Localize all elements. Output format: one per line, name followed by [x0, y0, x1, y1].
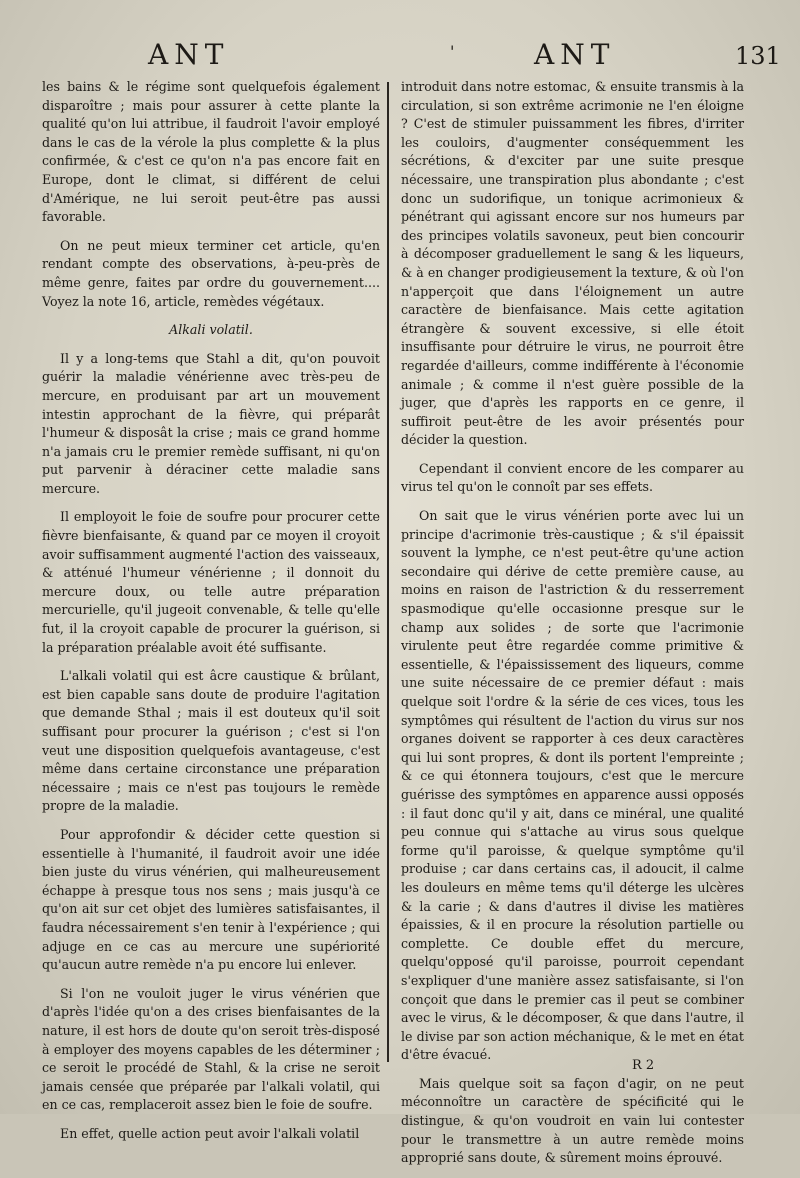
paragraph: En effet, quelle action peut avoir l'alkali volatil: [60, 1125, 360, 1141]
right-column: [401, 78, 744, 1178]
header-ornament: ': [450, 42, 455, 61]
paragraph: Cependant il convient encore de les comparer au virus tel qu'on le connoît par ses effets.: [401, 460, 744, 495]
running-header: [0, 38, 800, 78]
paragraph: Mais quelque soit sa façon d'agir, on ne peut méconnoître un caractère de spécificité qui le distingue, & qu'on voudroit en vain lui contester pour le transmettre à un autre remède moins approprié sans doute, & sûrement moins éprouvé.: [401, 1075, 744, 1166]
paragraph: On ne peut mieux terminer cet article, qu'en rendant compte des observations, à-peu-près de même genre, faites par ordre du gouvernement.... Voyez la note 16, article, remèdes végétaux.: [42, 237, 380, 309]
right-running-head: ANT: [534, 38, 616, 71]
paragraph: Il y a long-tems que Stahl a dit, qu'on pouvoit guérir la maladie vénérienne avec très-peu de mercure, en produisant par art un mouvement intestin approchant de la fièvre, qui préparât l'humeur & disposât la crise ; mais ce grand homme n'a jamais cru le premier remède suffisant, ni qu'on put parvenir à déraciner cette maladie sans mercure.: [42, 350, 380, 496]
paragraph: les bains & le régime sont quelquefois également disparoître ; mais pour assurer à cette plante la qualité qu'on lui attribue, il faudroit l'avoir employé dans le cas de la vérole la plus complette & la plus confirmée, & c'est ce qu'on n'a pas encore fait en Europe, dont le climat, si différent de celui d'Amérique, ne lui seroit peut-être pas aussi favorable.: [42, 79, 380, 225]
paragraph: introduit dans notre estomac, & ensuite transmis à la circulation, si son extrême acrimonie ne l'en éloigne ? C'est de stimuler puissamment les fibres, d'irriter les couloirs, d'augmenter conséquemment les sécrétions, & d'exciter par une suite presque nécessaire, une transpiration plus abondante ; c'est donc un sudorifique, un tonique acrimonieux & pénétrant qui agissant encore sur nos humeurs par des principes volatils savoneux, peut bien concourir à décomposer graduellement le sang & les liqueurs, & à en changer prodigieusement la texture, & où l'on n'apperçoit que dans l'éloignement un autre caractère de bienfaisance. Mais cette agitation étrangère & souvent excessive, si elle étoit insuffisante pour détruire le virus, ne pourroit être regardée d'ailleurs, comme indifférente à l'économie animale ; & comme il n'est guère possible de la juger, que d'après les rapports en ce genre, il suffiroit peut-être de les avoir présentés pour décider la question.: [401, 79, 744, 448]
page-number: 131: [735, 42, 781, 70]
section-subheading: Alkali volatil.: [169, 322, 253, 338]
paragraph: L'alkali volatil qui est âcre caustique & brûlant, est bien capable sans doute de produire l'agitation que demande Sthal ; mais il est douteux qu'il soit suffisant pour procurer la guérison ; c'est si l'on veut une disposition quelquefois avantageuse, c'est même dans certaine circonstance une préparation nécessaire ; mais ce n'est pas toujours le remède propre de la maladie.: [42, 668, 380, 814]
paragraph: On sait que le virus vénérien porte avec lui un principe d'acrimonie très-caustique ; & s'il épaissit souvent la lymphe, ce n'est peut-être qu'une action secondaire qui dérive de cette première cause, au moins en raison de l'astriction & du resserrement spasmodique qu'elle occasionne presque sur le champ aux solides ; de sorte que l'acrimonie virulente peut être regardée comme primitive & essentielle, & l'épaississement des liqueurs, comme une suite nécessaire de ce premier défaut : mais quelque soit l'ordre & la série de ces vices, tous les symptômes qui résultent de l'action du virus sur nos organes doivent se rapporter à ces deux caractères qui lui sont propres, & dont ils portent l'empreinte ; & ce qui étonnera toujours, c'est que le mercure guérisse des symptômes en apparence aussi opposés : il faut donc qu'il y ait, dans ce minéral, une qualité peu connue qui s'attache au virus sous quelque forme qu'il paroisse, & quelque symptôme qu'il produise ; car dans certains cas, il adoucit, il calme les douleurs en même tems qu'il déterge les ulcères & la carie ; & dans d'autres il divise les matières épaissies, & il en procure la résolution partielle ou complette. Ce double effet du mercure, quelqu'opposé qu'il paroisse, pourroit cependant s'expliquer d'une manière assez satisfaisante, si l'on conçoit que dans le premier cas il peut se combiner avec le virus, & le décomposer, & que dans l'autre, il le divise par son action méchanique, & le met en état d'être évacué.: [401, 508, 744, 1063]
signature-mark: R 2: [632, 1058, 655, 1073]
paragraph: Si l'on ne vouloit juger le virus vénérien que d'après l'idée qu'on a des crises bienfaisantes de la nature, il est hors de doute qu'on seroit très-disposé à employer des moyens capables de les déterminer ; ce seroit le procédé de Stahl, & la crise ne seroit jamais censée que préparée par l'alkali volatil, qui en ce cas, remplaceroit assez bien le foie de soufre.: [42, 985, 380, 1113]
paragraph: Il employoit le foie de soufre pour procurer cette fièvre bienfaisante, & quand par ce moyen il croyoit avoir suffisamment augmenté l'action des vaisseaux, & atténué l'humeur vénérienne ; il donnoit du mercure doux, ou telle autre préparation mercurielle, qu'il jugeoit convenable, & telle qu'elle fut, il la croyoit capable de procurer la guérison, si la préparation préalable avoit été suffisante.: [42, 509, 380, 655]
column-divider: [387, 82, 389, 1062]
paragraph: Pour approfondir & décider cette question si essentielle à l'humanité, il faudroit avoir une idée bien juste du virus vénérien, qui malheureusement échappe à presque tous nos sens ; mais jusqu'à ce qu'on ait sur cet objet des lumières satisfaisantes, il faudra nécessairement s'en tenir à l'expérience ; qui adjuge en ce cas au mercure une supériorité qu'aucun autre remède n'a pu encore lui enlever.: [42, 826, 380, 973]
left-running-head: ANT: [148, 38, 230, 71]
left-column: [42, 78, 380, 1153]
